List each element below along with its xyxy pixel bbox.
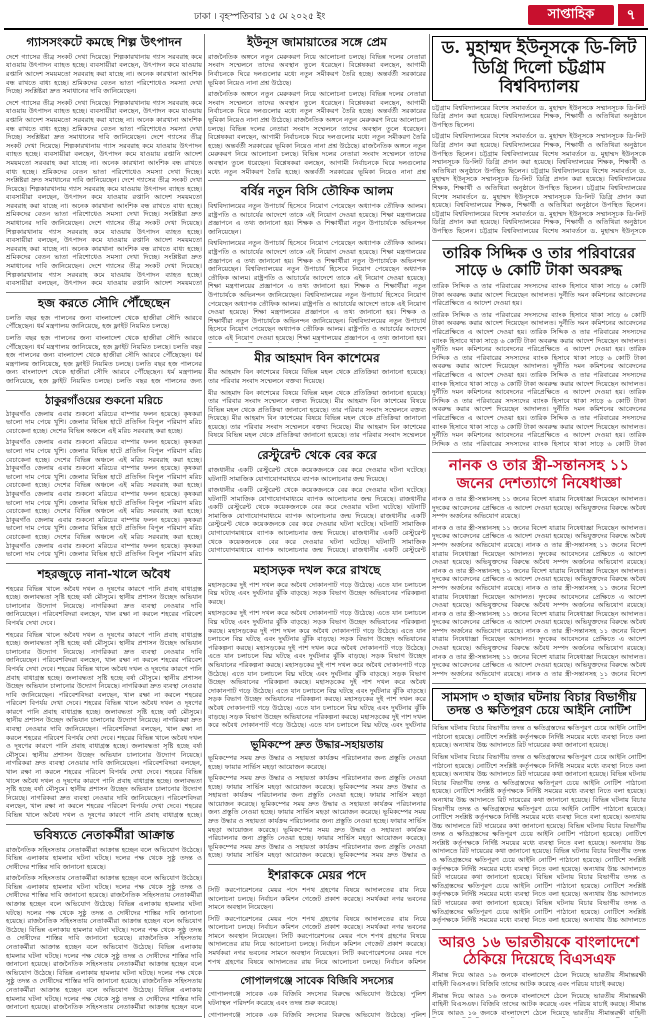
article-headline: গ্যাসসংকটে কমছে শিল্প উৎপাদন xyxy=(26,35,182,49)
column-divider xyxy=(204,34,205,1018)
article-headline: রেস্টুরেন্ট থেকে বের করে xyxy=(257,448,377,463)
article-headline: তারিক সিদ্দিক ও তার পরিবারের সাড়ে ৬ কোটি টাকা অবরুদ্ধ xyxy=(442,243,636,279)
article-headline: আরও ১৬ ভারতীয়কে বাংলাদেশে ঠেকিয়ে দিয়েছে বিএসএফ xyxy=(438,932,640,969)
article-body-continuation: তারিক সিদ্দিক ও তার পরিবারের সদস্যদের ব্যাংক হিসাবে থাকা সাড়ে ৬ কোটি টাকা অবরুদ্ধ করার আদেশ দিয়েছেন আদালত। দুর্নীতি দমন কমিশনের আবেদনের পরিপ্রেক্ষিতে এ আদেশ দেওয়া হয়। তারিক সিদ্দিক ও তার পরিবারের সদস্যদের ব্যাংক হিসাবে থাকা সাড়ে ৬ কোটি টাকা অবরুদ্ধ করার আদেশ দিয়েছেন আদালত। দুর্নীতি দমন কমিশনের আবেদনের পরিপ্রেক্ষিতে এ আদেশ দেওয়া হয়। তারিক সিদ্দিক ও তার পরিবারের সদস্যদের ব্যাংক হিসাবে থাকা সাড়ে ৬ কোটি টাকা অবরুদ্ধ করার আদেশ দিয়েছেন আদালত। দুর্নীতি দমন কমিশনের আবেদনের পরিপ্রেক্ষিতে এ আদেশ দেওয়া হয়। তারিক সিদ্দিক ও তার পরিবারের সদস্যদের ব্যাংক হিসাবে থাকা সাড়ে ৬ কোটি টাকা অবরুদ্ধ করার আদেশ দিয়েছেন আদালত। দুর্নীতি দমন কমিশনের আবেদনের পরিপ্রেক্ষিতে এ আদেশ দেওয়া হয়। তারিক সিদ্দিক ও তার পরিবারের সদস্যদের ব্যাংক হিসাবে থাকা সাড়ে ৬ কোটি টাকা অবরুদ্ধ করার আদেশ দিয়েছেন আদালত। দুর্নীতি দমন কমিশনের আবেদনের পরিপ্রেক্ষিতে এ আদেশ দেওয়া হয়। তারিক সিদ্দিক ও তার পরিবারের সদস্যদের ব্যাংক হিসাবে থাকা সাড়ে ৬ কোটি টাকা অবরুদ্ধ করার আদেশ দিয়েছেন আদালত। দুর্নীতি দমন কমিশনের আবেদনের পরিপ্রেক্ষিতে এ আদেশ দেওয়া হয়। তারিক সিদ্দিক ও তার পরিবারের সদস্যদের ব্যাংক হিসাবে থাকা সাড়ে ৬ কোটি টাকা xyxy=(432,310,646,448)
article-headline: গোপালগঞ্জে সাবেক বিজিবি সদস্যের xyxy=(240,975,394,988)
article-headline: ভূমিকম্পে দ্রুত উদ্ধার-সহায়তায় xyxy=(250,738,384,751)
article-headline: শহরজুড়ে নানা-খালে অবৈধ xyxy=(37,566,171,581)
article-separator xyxy=(6,292,202,293)
article xyxy=(208,185,426,342)
article-separator xyxy=(208,559,426,560)
article-separator xyxy=(208,347,426,348)
article xyxy=(6,297,202,386)
article-headline: হজ করতে সৌদি পৌঁছেছেন xyxy=(37,295,171,310)
article-separator xyxy=(432,683,646,684)
article-body-continuation: সীমান্ত দিয়ে আরও ১৬ জনকে বাংলাদেশে ঠেলে দিয়েছে ভারতীয় সীমান্তরক্ষী বাহিনী বিএসএফ। বিজিবি তাদের আটক করেছে এবং পরিচয় যাচাই করছে। সীমান্ত দিয়ে আরও ১৬ জনকে বাংলাদেশে ঠেলে দিয়েছে ভারতীয় সীমান্তরক্ষী বাহিনী xyxy=(432,991,646,1017)
article-headline: ইউনূস জামায়াতের সঙ্গে প্রেম xyxy=(247,35,387,49)
article xyxy=(208,449,426,555)
article-body: গোপালগঞ্জে সাবেক এক বিজিবি সদস্যের বিরুদ্ধে অভিযোগ উঠেছে। পুলিশ ঘটনাস্থল পরিদর্শন করেছে এবং তদন্ত শুরু করেছে। xyxy=(208,990,426,1007)
article-separator xyxy=(432,452,646,453)
column-left xyxy=(6,34,202,1018)
article-body: চট্টগ্রাম বিশ্ববিদ্যালয়ের বিশেষ সমাবর্তনে ড. মুহাম্মদ ইউনূসকে সম্মানসূচক ডি-লিট ডিগ্রি প্রদান করা হয়েছে। বিশ্ববিদ্যালয়ের শিক্ষক, শিক্ষার্থী ও অতিথিরা অনুষ্ঠানে উপস্থিত ছিলেন। xyxy=(432,103,646,129)
article-body: বিভিন্ন ঘটনায় বিচার বিভাগীয় তদন্ত ও ক্ষতিগ্রস্তদের ক্ষতিপূরণ চেয়ে আইনি নোটিশ পাঠানো হয়েছে। নোটিশে সংশ্লিষ্ট কর্তৃপক্ষকে নির্দিষ্ট সময়ের মধ্যে ব্যবস্থা নিতে বলা হয়েছে। অন্যথায় উচ্চ আদালতে রিট দায়েরের কথা জানানো হয়েছে। xyxy=(432,724,646,750)
article-body-continuation: রাজনৈতিক অঙ্গনে নতুন মেরুকরণ নিয়ে আলোচনা চলছে। বিভিন্ন দলের নেতারা সংবাদ সম্মেলনে তাদের অবস্থান তুলে ধরেছেন। বিশ্লেষকরা বলছেন, আগামী নির্বাচনকে ঘিরে দলগুলোর মধ্যে নতুন সমীকরণ তৈরি হচ্ছে। অন্তর্বর্তী সরকারের ভূমিকা নিয়েও নানা প্রশ্ন উঠেছে। রাজনৈতিক অঙ্গনে নতুন মেরুকরণ নিয়ে আলোচনা চলছে। বিভিন্ন দলের নেতারা সংবাদ সম্মেলনে তাদের অবস্থান তুলে ধরেছেন। বিশ্লেষকরা বলছেন, আগামী নির্বাচনকে ঘিরে দলগুলোর মধ্যে নতুন সমীকরণ তৈরি হচ্ছে। অন্তর্বর্তী সরকারের ভূমিকা নিয়েও নানা প্রশ্ন উঠেছে। রাজনৈতিক অঙ্গনে নতুন মেরুকরণ নিয়ে আলোচনা চলছে। বিভিন্ন দলের নেতারা সংবাদ সম্মেলনে তাদের অবস্থান তুলে ধরেছেন। বিশ্লেষকরা বলছেন, আগামী নির্বাচনকে ঘিরে দলগুলোর মধ্যে নতুন সমীকরণ তৈরি হচ্ছে। অন্তর্বর্তী সরকারের ভূমিকা নিয়েও নানা প্রশ্ন xyxy=(208,90,426,176)
article-separator xyxy=(6,824,202,825)
article-separator xyxy=(432,240,646,241)
article-headline: নানক ও তার স্ত্রী-সন্তানসহ ১১ জনের দেশত্যাগে নিষেধাজ্ঞা xyxy=(448,456,630,492)
article-body: বিশ্ববিদ্যালয়ের নতুন উপাচার্য হিসেবে নিয়োগ পেয়েছেন অধ্যাপক তৌফিক আলম। রাষ্ট্রপতি ও আচার্যের আদেশে তাকে এই নিয়োগ দেওয়া হয়েছে। শিক্ষা মন্ত্রণালয়ের প্রজ্ঞাপনে এ তথ্য জানানো হয়। শিক্ষক ও শিক্ষার্থীরা নতুন উপাচার্যকে অভিনন্দন জানিয়েছেন। xyxy=(208,201,426,236)
article-headline: ড. মুহাম্মদ ইউনূসকে ডি-লিট ডিগ্রি দিলো চট্টগ্রাম বিশ্ববিদ্যালয় xyxy=(432,36,646,101)
article-body-continuation: ভূমিকম্পের সময় দ্রুত উদ্ধার ও সহায়তা কার্যক্রম পরিচালনার জন্য প্রস্তুতি নেওয়া হচ্ছে। ফায়ার সার্ভিস মহড়া আয়োজন করেছে। ভূমিকম্পের সময় দ্রুত উদ্ধার ও সহায়তা কার্যক্রম পরিচালনার জন্য প্রস্তুতি নেওয়া হচ্ছে। ফায়ার সার্ভিস মহড়া আয়োজন করেছে। ভূমিকম্পের সময় দ্রুত উদ্ধার ও সহায়তা কার্যক্রম পরিচালনার জন্য প্রস্তুতি নেওয়া হচ্ছে। ফায়ার সার্ভিস মহড়া আয়োজন করেছে। ভূমিকম্পের সময় দ্রুত উদ্ধার ও সহায়তা কার্যক্রম পরিচালনার জন্য প্রস্তুতি নেওয়া হচ্ছে। ফায়ার সার্ভিস মহড়া আয়োজন করেছে। ভূমিকম্পের সময় দ্রুত উদ্ধার ও সহায়তা কার্যক্রম পরিচালনার জন্য প্রস্তুতি নেওয়া হচ্ছে। ফায়ার সার্ভিস মহড়া আয়োজন করেছে। ভূমিকম্পের সময় দ্রুত উদ্ধার ও সহায়তা কার্যক্রম পরিচালনার জন্য প্রস্তুতি নেওয়া হচ্ছে। ফায়ার সার্ভিস মহড়া আয়োজন করেছে। ভূমিকম্পের সময় দ্রুত উদ্ধার ও xyxy=(208,774,426,860)
article-separator xyxy=(208,864,426,865)
header-rule xyxy=(4,28,648,30)
article-body-continuation: বিশ্ববিদ্যালয়ের নতুন উপাচার্য হিসেবে নিয়োগ পেয়েছেন অধ্যাপক তৌফিক আলম। রাষ্ট্রপতি ও আচার্যের আদেশে তাকে এই নিয়োগ দেওয়া হয়েছে। শিক্ষা মন্ত্রণালয়ের প্রজ্ঞাপনে এ তথ্য জানানো হয়। শিক্ষক ও শিক্ষার্থীরা নতুন উপাচার্যকে অভিনন্দন জানিয়েছেন। বিশ্ববিদ্যালয়ের নতুন উপাচার্য হিসেবে নিয়োগ পেয়েছেন অধ্যাপক তৌফিক আলম। রাষ্ট্রপতি ও আচার্যের আদেশে তাকে এই নিয়োগ দেওয়া হয়েছে। শিক্ষা মন্ত্রণালয়ের প্রজ্ঞাপনে এ তথ্য জানানো হয়। শিক্ষক ও শিক্ষার্থীরা নতুন উপাচার্যকে অভিনন্দন জানিয়েছেন। বিশ্ববিদ্যালয়ের নতুন উপাচার্য হিসেবে নিয়োগ পেয়েছেন অধ্যাপক তৌফিক আলম। রাষ্ট্রপতি ও আচার্যের আদেশে তাকে এই নিয়োগ দেওয়া হয়েছে। শিক্ষা মন্ত্রণালয়ের প্রজ্ঞাপনে এ তথ্য জানানো হয়। শিক্ষক ও শিক্ষার্থীরা নতুন উপাচার্যকে অভিনন্দন জানিয়েছেন। বিশ্ববিদ্যালয়ের নতুন উপাচার্য হিসেবে নিয়োগ পেয়েছেন অধ্যাপক তৌফিক আলম। রাষ্ট্রপতি ও আচার্যের আদেশে তাকে এই নিয়োগ দেওয়া হয়েছে। শিক্ষা মন্ত্রণালয়ের প্রজ্ঞাপনে এ তথ্য জানানো হয়। xyxy=(208,239,426,342)
column-divider xyxy=(429,34,430,1018)
masthead-logo: সাপ্তাহিক xyxy=(528,5,614,25)
article-body: রাজনৈতিক সহিংসতায় নেতাকর্মীরা আক্রান্ত হচ্ছেন বলে অভিযোগ উঠেছে। বিভিন্ন এলাকায় হামলার ঘটনা ঘটছে। দলের পক্ষ থেকে সুষ্ঠু তদন্ত ও দোষীদের শাস্তির দাবি জানানো হয়েছে। xyxy=(6,845,202,871)
article-headline: বর্বির নতুন বিসি তৌফিক আলম xyxy=(240,184,394,199)
article-body: সীমান্ত দিয়ে আরও ১৬ জনকে বাংলাদেশে ঠেলে দিয়েছে ভারতীয় সীমান্তরক্ষী বাহিনী বিএসএফ। বিজিবি তাদের আটক করেছে এবং পরিচয় যাচাই করছে। xyxy=(432,971,646,989)
article-body-continuation: চট্টগ্রাম বিশ্ববিদ্যালয়ের বিশেষ সমাবর্তনে ড. মুহাম্মদ ইউনূসকে সম্মানসূচক ডি-লিট ডিগ্রি প্রদান করা হয়েছে। বিশ্ববিদ্যালয়ের শিক্ষক, শিক্ষার্থী ও অতিথিরা অনুষ্ঠানে উপস্থিত ছিলেন। চট্টগ্রাম বিশ্ববিদ্যালয়ের বিশেষ সমাবর্তনে ড. মুহাম্মদ ইউনূসকে সম্মানসূচক ডি-লিট ডিগ্রি প্রদান করা হয়েছে। বিশ্ববিদ্যালয়ের শিক্ষক, শিক্ষার্থী ও অতিথিরা অনুষ্ঠানে উপস্থিত ছিলেন। চট্টগ্রাম বিশ্ববিদ্যালয়ের বিশেষ সমাবর্তনে ড. মুহাম্মদ ইউনূসকে সম্মানসূচক ডি-লিট ডিগ্রি প্রদান করা হয়েছে। বিশ্ববিদ্যালয়ের শিক্ষক, শিক্ষার্থী ও অতিথিরা অনুষ্ঠানে উপস্থিত ছিলেন। চট্টগ্রাম বিশ্ববিদ্যালয়ের বিশেষ সমাবর্তনে ড. মুহাম্মদ ইউনূসকে সম্মানসূচক ডি-লিট ডিগ্রি প্রদান করা হয়েছে। বিশ্ববিদ্যালয়ের শিক্ষক, শিক্ষার্থী ও অতিথিরা অনুষ্ঠানে উপস্থিত ছিলেন। চট্টগ্রাম বিশ্ববিদ্যালয়ের বিশেষ সমাবর্তনে ড. মুহাম্মদ ইউনূসকে সম্মানসূচক ডি-লিট ডিগ্রি প্রদান করা হয়েছে। বিশ্ববিদ্যালয়ের শিক্ষক, শিক্ষার্থী ও অতিথিরা অনুষ্ঠানে উপস্থিত ছিলেন। চট্টগ্রাম বিশ্ববিদ্যালয়ের বিশেষ সমাবর্তনে ড. মুহাম্মদ ইউনূসকে xyxy=(432,132,646,235)
article-headline: সামসাদ ৩ হাজার ঘটনায় বিচার বিভাগীয় তদন্ত ও ক্ষতিপূরণ চেয়ে আইনি নোটিশ xyxy=(432,688,646,722)
article-body: তারিক সিদ্দিক ও তার পরিবারের সদস্যদের ব্যাংক হিসাবে থাকা সাড়ে ৬ কোটি টাকা অবরুদ্ধ করার আদেশ দিয়েছেন আদালত। দুর্নীতি দমন কমিশনের আবেদনের পরিপ্রেক্ষিতে এ আদেশ দেওয়া হয়। xyxy=(432,282,646,308)
article xyxy=(432,36,646,236)
article-body: রাজধানীর একটি রেস্টুরেন্ট থেকে কয়েকজনকে বের করে দেওয়ার ঘটনা ঘটেছে। ঘটনাটি সামাজিক যোগাযোগমাধ্যমে ব্যাপক আলোচনার জন্ম দিয়েছে। xyxy=(208,465,426,483)
article-headline: ইশরাককে মেয়র পদে xyxy=(268,868,366,883)
article xyxy=(208,352,426,441)
article-separator xyxy=(432,929,646,930)
article-body-continuation: গোপালগঞ্জে সাবেক এক বিজিবি সদস্যের বিরুদ্ধে অভিযোগ উঠেছে। পুলিশ xyxy=(208,1010,426,1018)
article xyxy=(432,934,646,1018)
article-separator xyxy=(6,1016,202,1017)
article-body-continuation: মহাসড়কের দুই পাশ দখল করে অবৈধ দোকানপাট গড়ে উঠেছে। এতে যান চলাচলে বিঘ্ন ঘটছে এবং দুর্ঘটনার ঝুঁকি বাড়ছে। সড়ক বিভাগ উচ্ছেদ অভিযানের পরিকল্পনা করছে। মহাসড়কের দুই পাশ দখল করে অবৈধ দোকানপাট গড়ে উঠেছে। এতে যান চলাচলে বিঘ্ন ঘটছে এবং দুর্ঘটনার ঝুঁকি বাড়ছে। সড়ক বিভাগ উচ্ছেদ অভিযানের পরিকল্পনা করছে। মহাসড়কের দুই পাশ দখল করে অবৈধ দোকানপাট গড়ে উঠেছে। এতে যান চলাচলে বিঘ্ন ঘটছে এবং দুর্ঘটনার ঝুঁকি বাড়ছে। সড়ক বিভাগ উচ্ছেদ অভিযানের পরিকল্পনা করছে। মহাসড়কের দুই পাশ দখল করে অবৈধ দোকানপাট গড়ে উঠেছে। এতে যান চলাচলে বিঘ্ন ঘটছে এবং দুর্ঘটনার ঝুঁকি বাড়ছে। সড়ক বিভাগ উচ্ছেদ অভিযানের পরিকল্পনা করছে। মহাসড়কের দুই পাশ দখল করে অবৈধ দোকানপাট গড়ে উঠেছে। এতে যান চলাচলে বিঘ্ন ঘটছে এবং দুর্ঘটনার ঝুঁকি বাড়ছে। সড়ক বিভাগ উচ্ছেদ অভিযানের পরিকল্পনা করছে। মহাসড়কের দুই পাশ দখল করে অবৈধ দোকানপাট গড়ে উঠেছে। এতে যান চলাচলে বিঘ্ন ঘটছে এবং দুর্ঘটনার ঝুঁকি বাড়ছে। সড়ক বিভাগ উচ্ছেদ অভিযানের পরিকল্পনা করছে। মহাসড়কের দুই পাশ দখল করে অবৈধ দোকানপাট গড়ে উঠেছে। এতে যান চলাচলে বিঘ্ন ঘটছে এবং দুর্ঘটনার xyxy=(208,609,426,730)
article xyxy=(208,975,426,1018)
article-body: ভূমিকম্পের সময় দ্রুত উদ্ধার ও সহায়তা কার্যক্রম পরিচালনার জন্য প্রস্তুতি নেওয়া হচ্ছে। ফায়ার সার্ভিস মহড়া আয়োজন করেছে। xyxy=(208,753,426,771)
article-separator xyxy=(208,734,426,735)
page-number: ৭ xyxy=(618,4,644,26)
article xyxy=(6,829,202,1012)
article-body: দেশে গ্যাসের তীব্র সংকট দেখা দিয়েছে। শিল্পকারখানায় গ্যাস সরবরাহ কমে যাওয়ায় উৎপাদন ব্যাহত হচ্ছে। ব্যবসায়ীরা বলছেন, উৎপাদন কমে যাওয়ায় রপ্তানি আদেশ সময়মতো সরবরাহ করা যাচ্ছে না। অনেক কারখানা আংশিক বন্ধ রাখতে বাধ্য হচ্ছে। শ্রমিকদের বেতন ভাতা পরিশোধেও সমস্যা দেখা দিচ্ছে। সংশ্লিষ্টরা দ্রুত সমাধানের দাবি জানিয়েছেন। xyxy=(6,52,202,96)
article-body: মীর আহমাদ বিন কাশেমের বিষয়ে বিভিন্ন মহল থেকে প্রতিক্রিয়া জানানো হয়েছে। তার পরিবার সংবাদ সম্মেলনে বক্তব্য দিয়েছে। xyxy=(208,368,426,385)
article-headline: মীর আহমাদ বিন কাশেমের xyxy=(254,350,380,365)
page-header xyxy=(4,4,648,28)
article-separator xyxy=(6,563,202,564)
article-body-continuation: নানক ও তার স্ত্রী-সন্তানসহ ১১ জনের বিদেশ যাত্রায় নিষেধাজ্ঞা দিয়েছেন আদালত। দুদকের আবেদনের প্রেক্ষিতে এ আদেশ দেওয়া হয়েছে। অভিযুক্তদের বিরুদ্ধে অবৈধ সম্পদ অর্জনের অভিযোগ রয়েছে। নানক ও তার স্ত্রী-সন্তানসহ ১১ জনের বিদেশ যাত্রায় নিষেধাজ্ঞা দিয়েছেন আদালত। দুদকের আবেদনের প্রেক্ষিতে এ আদেশ দেওয়া হয়েছে। অভিযুক্তদের বিরুদ্ধে অবৈধ সম্পদ অর্জনের অভিযোগ রয়েছে। নানক ও তার স্ত্রী-সন্তানসহ ১১ জনের বিদেশ যাত্রায় নিষেধাজ্ঞা দিয়েছেন আদালত। দুদকের আবেদনের প্রেক্ষিতে এ আদেশ দেওয়া হয়েছে। অভিযুক্তদের বিরুদ্ধে অবৈধ সম্পদ অর্জনের অভিযোগ রয়েছে। নানক ও তার স্ত্রী-সন্তানসহ ১১ জনের বিদেশ যাত্রায় নিষেধাজ্ঞা দিয়েছেন আদালত। দুদকের আবেদনের প্রেক্ষিতে এ আদেশ দেওয়া হয়েছে। অভিযুক্তদের বিরুদ্ধে অবৈধ সম্পদ অর্জনের অভিযোগ রয়েছে। নানক ও তার স্ত্রী-সন্তানসহ ১১ জনের বিদেশ যাত্রায় নিষেধাজ্ঞা দিয়েছেন আদালত। দুদকের আবেদনের প্রেক্ষিতে এ আদেশ দেওয়া হয়েছে। অভিযুক্তদের বিরুদ্ধে অবৈধ সম্পদ অর্জনের অভিযোগ রয়েছে। নানক ও তার স্ত্রী-সন্তানসহ ১১ জনের বিদেশ যাত্রায় নিষেধাজ্ঞা দিয়েছেন আদালত। দুদকের আবেদনের প্রেক্ষিতে এ আদেশ দেওয়া হয়েছে। অভিযুক্তদের বিরুদ্ধে অবৈধ সম্পদ অর্জনের অভিযোগ রয়েছে। নানক ও তার স্ত্রী-সন্তানসহ ১১ জনের বিদেশ যাত্রায় নিষেধাজ্ঞা দিয়েছেন আদালত। দুদকের আবেদনের প্রেক্ষিতে এ আদেশ দেওয়া হয়েছে। অভিযুক্তদের বিরুদ্ধে অবৈধ সম্পদ অর্জনের অভিযোগ রয়েছে। নানক ও তার স্ত্রী-সন্তানসহ ১১ জনের বিদেশ xyxy=(432,523,646,678)
article-separator xyxy=(208,444,426,445)
article xyxy=(432,245,646,449)
article xyxy=(432,457,646,678)
article-headline: মহাসড়ক দখল করে রাখছে xyxy=(253,562,381,577)
article-body-continuation: মীর আহমাদ বিন কাশেমের বিষয়ে বিভিন্ন মহল থেকে প্রতিক্রিয়া জানানো হয়েছে। তার পরিবার সংবাদ সম্মেলনে বক্তব্য দিয়েছে। মীর আহমাদ বিন কাশেমের বিষয়ে বিভিন্ন মহল থেকে প্রতিক্রিয়া জানানো হয়েছে। তার পরিবার সংবাদ সম্মেলনে বক্তব্য দিয়েছে। মীর আহমাদ বিন কাশেমের বিষয়ে বিভিন্ন মহল থেকে প্রতিক্রিয়া জানানো হয়েছে। তার পরিবার সংবাদ সম্মেলনে বক্তব্য দিয়েছে। মীর আহমাদ বিন কাশেমের বিষয়ে বিভিন্ন মহল থেকে প্রতিক্রিয়া জানানো হয়েছে। তার পরিবার সংবাদ সম্মেলনে xyxy=(208,388,426,440)
article xyxy=(208,739,426,860)
article xyxy=(208,36,426,176)
article-separator xyxy=(6,390,202,391)
article xyxy=(208,869,426,966)
article-body: ঠাকুরগাঁও জেলায় এবার শুকনো মরিচের বাম্পার ফলন হয়েছে। কৃষকরা ভালো দাম পেয়ে খুশি। জেলার বিভিন্ন হাটে প্রতিদিন বিপুল পরিমাণ মরিচ বেচাকেনা হচ্ছে। দেশের বিভিন্ন অঞ্চলে এই মরিচ সরবরাহ করা হচ্ছে। xyxy=(6,409,202,435)
article-body: নানক ও তার স্ত্রী-সন্তানসহ ১১ জনের বিদেশ যাত্রায় নিষেধাজ্ঞা দিয়েছেন আদালত। দুদকের আবেদনের প্রেক্ষিতে এ আদেশ দেওয়া হয়েছে। অভিযুক্তদের বিরুদ্ধে অবৈধ সম্পদ অর্জনের অভিযোগ রয়েছে। xyxy=(432,494,646,521)
article-body-continuation: শহরের বিভিন্ন খালে অবৈধ দখল ও দূষণের কারণে পানি প্রবাহ বাধাগ্রস্ত হচ্ছে। জলাবদ্ধতা সৃষ্টি হচ্ছে বর্ষা মৌসুমে। স্থানীয় প্রশাসন উচ্ছেদ অভিযান চালানোর উদ্যোগ নিয়েছে। নাগরিকরা দ্রুত ব্যবস্থা নেওয়ার দাবি জানিয়েছেন। পরিবেশবিদরা বলছেন, খাল রক্ষা না করলে শহরের পরিবেশ বিপর্যয় দেখা দেবে। শহরের বিভিন্ন খালে অবৈধ দখল ও দূষণের কারণে পানি প্রবাহ বাধাগ্রস্ত হচ্ছে। জলাবদ্ধতা সৃষ্টি হচ্ছে বর্ষা মৌসুমে। স্থানীয় প্রশাসন উচ্ছেদ অভিযান চালানোর উদ্যোগ নিয়েছে। নাগরিকরা দ্রুত ব্যবস্থা নেওয়ার দাবি জানিয়েছেন। পরিবেশবিদরা বলছেন, খাল রক্ষা না করলে শহরের পরিবেশ বিপর্যয় দেখা দেবে। শহরের বিভিন্ন খালে অবৈধ দখল ও দূষণের কারণে পানি প্রবাহ বাধাগ্রস্ত হচ্ছে। জলাবদ্ধতা সৃষ্টি হচ্ছে বর্ষা মৌসুমে। স্থানীয় প্রশাসন উচ্ছেদ অভিযান চালানোর উদ্যোগ নিয়েছে। নাগরিকরা দ্রুত ব্যবস্থা নেওয়ার দাবি জানিয়েছেন। পরিবেশবিদরা বলছেন, খাল রক্ষা না করলে শহরের পরিবেশ বিপর্যয় দেখা দেবে। শহরের বিভিন্ন খালে অবৈধ দখল ও দূষণের কারণে পানি প্রবাহ বাধাগ্রস্ত হচ্ছে। জলাবদ্ধতা সৃষ্টি হচ্ছে বর্ষা মৌসুমে। স্থানীয় প্রশাসন উচ্ছেদ অভিযান চালানোর উদ্যোগ নিয়েছে। নাগরিকরা দ্রুত ব্যবস্থা নেওয়ার দাবি জানিয়েছেন। পরিবেশবিদরা বলছেন, খাল রক্ষা না করলে শহরের পরিবেশ বিপর্যয় দেখা দেবে। শহরের বিভিন্ন খালে অবৈধ দখল ও দূষণের কারণে পানি প্রবাহ বাধাগ্রস্ত হচ্ছে। জলাবদ্ধতা সৃষ্টি হচ্ছে বর্ষা মৌসুমে। স্থানীয় প্রশাসন উচ্ছেদ অভিযান চালানোর উদ্যোগ নিয়েছে। নাগরিকরা দ্রুত ব্যবস্থা নেওয়ার দাবি জানিয়েছেন। পরিবেশবিদরা বলছেন, খাল রক্ষা না করলে শহরের পরিবেশ বিপর্যয় দেখা দেবে। শহরের বিভিন্ন খালে অবৈধ দখল ও দূষণের কারণে পানি প্রবাহ বাধাগ্রস্ত হচ্ছে। xyxy=(6,630,202,819)
column-right xyxy=(432,34,646,1018)
article-body: রাজনৈতিক অঙ্গনে নতুন মেরুকরণ নিয়ে আলোচনা চলছে। বিভিন্ন দলের নেতারা সংবাদ সম্মেলনে তাদের অবস্থান তুলে ধরেছেন। বিশ্লেষকরা বলছেন, আগামী নির্বাচনকে ঘিরে দলগুলোর মধ্যে নতুন সমীকরণ তৈরি হচ্ছে। অন্তর্বর্তী সরকারের ভূমিকা নিয়েও নানা প্রশ্ন উঠেছে। xyxy=(208,52,426,87)
article-body-continuation: বিভিন্ন ঘটনায় বিচার বিভাগীয় তদন্ত ও ক্ষতিগ্রস্তদের ক্ষতিপূরণ চেয়ে আইনি নোটিশ পাঠানো হয়েছে। নোটিশে সংশ্লিষ্ট কর্তৃপক্ষকে নির্দিষ্ট সময়ের মধ্যে ব্যবস্থা নিতে বলা হয়েছে। অন্যথায় উচ্চ আদালতে রিট দায়েরের কথা জানানো হয়েছে। বিভিন্ন ঘটনায় বিচার বিভাগীয় তদন্ত ও ক্ষতিগ্রস্তদের ক্ষতিপূরণ চেয়ে আইনি নোটিশ পাঠানো হয়েছে। নোটিশে সংশ্লিষ্ট কর্তৃপক্ষকে নির্দিষ্ট সময়ের মধ্যে ব্যবস্থা নিতে বলা হয়েছে। অন্যথায় উচ্চ আদালতে রিট দায়েরের কথা জানানো হয়েছে। বিভিন্ন ঘটনায় বিচার বিভাগীয় তদন্ত ও ক্ষতিগ্রস্তদের ক্ষতিপূরণ চেয়ে আইনি নোটিশ পাঠানো হয়েছে। নোটিশে সংশ্লিষ্ট কর্তৃপক্ষকে নির্দিষ্ট সময়ের মধ্যে ব্যবস্থা নিতে বলা হয়েছে। অন্যথায় উচ্চ আদালতে রিট দায়েরের কথা জানানো হয়েছে। বিভিন্ন ঘটনায় বিচার বিভাগীয় তদন্ত ও ক্ষতিগ্রস্তদের ক্ষতিপূরণ চেয়ে আইনি নোটিশ পাঠানো হয়েছে। নোটিশে সংশ্লিষ্ট কর্তৃপক্ষকে নির্দিষ্ট সময়ের মধ্যে ব্যবস্থা নিতে বলা হয়েছে। অন্যথায় উচ্চ আদালতে রিট দায়েরের কথা জানানো হয়েছে। বিভিন্ন ঘটনায় বিচার বিভাগীয় তদন্ত ও ক্ষতিগ্রস্তদের ক্ষতিপূরণ চেয়ে আইনি নোটিশ পাঠানো হয়েছে। নোটিশে সংশ্লিষ্ট কর্তৃপক্ষকে নির্দিষ্ট সময়ের মধ্যে ব্যবস্থা নিতে বলা হয়েছে। অন্যথায় উচ্চ আদালতে রিট দায়েরের কথা জানানো হয়েছে। বিভিন্ন ঘটনায় বিচার বিভাগীয় তদন্ত ও ক্ষতিগ্রস্তদের ক্ষতিপূরণ চেয়ে আইনি নোটিশ পাঠানো হয়েছে। নোটিশে সংশ্লিষ্ট কর্তৃপক্ষকে নির্দিষ্ট সময়ের মধ্যে ব্যবস্থা নিতে বলা হয়েছে। অন্যথায় উচ্চ আদালতে রিট দায়েরের কথা জানানো হয়েছে। বিভিন্ন ঘটনায় বিচার বিভাগীয় তদন্ত ও ক্ষতিগ্রস্তদের ক্ষতিপূরণ চেয়ে আইনি নোটিশ পাঠানো হয়েছে। নোটিশে সংশ্লিষ্ট কর্তৃপক্ষকে নির্দিষ্ট সময়ের মধ্যে ব্যবস্থা নিতে বলা হয়েছে। অন্যথায় উচ্চ আদালতে xyxy=(432,752,646,925)
article-body-continuation: ঠাকুরগাঁও জেলায় এবার শুকনো মরিচের বাম্পার ফলন হয়েছে। কৃষকরা ভালো দাম পেয়ে খুশি। জেলার বিভিন্ন হাটে প্রতিদিন বিপুল পরিমাণ মরিচ বেচাকেনা হচ্ছে। দেশের বিভিন্ন অঞ্চলে এই মরিচ সরবরাহ করা হচ্ছে। ঠাকুরগাঁও জেলায় এবার শুকনো মরিচের বাম্পার ফলন হয়েছে। কৃষকরা ভালো দাম পেয়ে খুশি। জেলার বিভিন্ন হাটে প্রতিদিন বিপুল পরিমাণ মরিচ বেচাকেনা হচ্ছে। দেশের বিভিন্ন অঞ্চলে এই মরিচ সরবরাহ করা হচ্ছে। ঠাকুরগাঁও জেলায় এবার শুকনো মরিচের বাম্পার ফলন হয়েছে। কৃষকরা ভালো দাম পেয়ে খুশি। জেলার বিভিন্ন হাটে প্রতিদিন বিপুল পরিমাণ মরিচ বেচাকেনা হচ্ছে। দেশের বিভিন্ন অঞ্চলে এই মরিচ সরবরাহ করা হচ্ছে। ঠাকুরগাঁও জেলায় এবার শুকনো মরিচের বাম্পার ফলন হয়েছে। কৃষকরা ভালো দাম পেয়ে খুশি। জেলার বিভিন্ন হাটে প্রতিদিন বিপুল পরিমাণ মরিচ বেচাকেনা হচ্ছে। দেশের বিভিন্ন অঞ্চলে এই মরিচ সরবরাহ করা হচ্ছে। ঠাকুরগাঁও জেলায় এবার শুকনো মরিচের বাম্পার ফলন হয়েছে। কৃষকরা ভালো দাম পেয়ে খুশি। জেলার বিভিন্ন হাটে প্রতিদিন বিপুল পরিমাণ মরিচ xyxy=(6,438,202,559)
column-middle xyxy=(208,34,426,1018)
article xyxy=(208,564,426,730)
article xyxy=(6,568,202,820)
article-body-continuation: দেশে গ্যাসের তীব্র সংকট দেখা দিয়েছে। শিল্পকারখানায় গ্যাস সরবরাহ কমে যাওয়ায় উৎপাদন ব্যাহত হচ্ছে। ব্যবসায়ীরা বলছেন, উৎপাদন কমে যাওয়ায় রপ্তানি আদেশ সময়মতো সরবরাহ করা যাচ্ছে না। অনেক কারখানা আংশিক বন্ধ রাখতে বাধ্য হচ্ছে। শ্রমিকদের বেতন ভাতা পরিশোধেও সমস্যা দেখা দিচ্ছে। সংশ্লিষ্টরা দ্রুত সমাধানের দাবি জানিয়েছেন। দেশে গ্যাসের তীব্র সংকট দেখা দিয়েছে। শিল্পকারখানায় গ্যাস সরবরাহ কমে যাওয়ায় উৎপাদন ব্যাহত হচ্ছে। ব্যবসায়ীরা বলছেন, উৎপাদন কমে যাওয়ায় রপ্তানি আদেশ সময়মতো সরবরাহ করা যাচ্ছে না। অনেক কারখানা আংশিক বন্ধ রাখতে বাধ্য হচ্ছে। শ্রমিকদের বেতন ভাতা পরিশোধেও সমস্যা দেখা দিচ্ছে। সংশ্লিষ্টরা দ্রুত সমাধানের দাবি জানিয়েছেন। দেশে গ্যাসের তীব্র সংকট দেখা দিয়েছে। শিল্পকারখানায় গ্যাস সরবরাহ কমে যাওয়ায় উৎপাদন ব্যাহত হচ্ছে। ব্যবসায়ীরা বলছেন, উৎপাদন কমে যাওয়ায় রপ্তানি আদেশ সময়মতো সরবরাহ করা যাচ্ছে না। অনেক কারখানা আংশিক বন্ধ রাখতে বাধ্য হচ্ছে। শ্রমিকদের বেতন ভাতা পরিশোধেও সমস্যা দেখা দিচ্ছে। সংশ্লিষ্টরা দ্রুত সমাধানের দাবি জানিয়েছেন। দেশে গ্যাসের তীব্র সংকট দেখা দিয়েছে। শিল্পকারখানায় গ্যাস সরবরাহ কমে যাওয়ায় উৎপাদন ব্যাহত হচ্ছে। ব্যবসায়ীরা বলছেন, উৎপাদন কমে যাওয়ায় রপ্তানি আদেশ সময়মতো সরবরাহ করা যাচ্ছে না। অনেক কারখানা আংশিক বন্ধ রাখতে বাধ্য হচ্ছে। শ্রমিকদের বেতন ভাতা পরিশোধেও সমস্যা দেখা দিচ্ছে। সংশ্লিষ্টরা দ্রুত সমাধানের দাবি জানিয়েছেন। দেশে গ্যাসের তীব্র সংকট দেখা দিয়েছে। শিল্পকারখানায় গ্যাস সরবরাহ কমে যাওয়ায় উৎপাদন ব্যাহত হচ্ছে। ব্যবসায়ীরা বলছেন, উৎপাদন কমে যাওয়ায় রপ্তানি আদেশ সময়মতো xyxy=(6,98,202,288)
article xyxy=(432,688,646,925)
article-headline: ঠাকুরগাঁওয়ের শুকনো মরিচে xyxy=(45,394,163,407)
article-headline: ভবিষ্যতে নেতাকর্মীরা আক্রান্ত xyxy=(33,827,175,842)
issue-date: ঢাকা । বৃহস্পতিবার ১৫ মে ২০২৫ ইং xyxy=(194,12,326,22)
article-body-continuation: রাজধানীর একটি রেস্টুরেন্ট থেকে কয়েকজনকে বের করে দেওয়ার ঘটনা ঘটেছে। ঘটনাটি সামাজিক যোগাযোগমাধ্যমে ব্যাপক আলোচনার জন্ম দিয়েছে। রাজধানীর একটি রেস্টুরেন্ট থেকে কয়েকজনকে বের করে দেওয়ার ঘটনা ঘটেছে। ঘটনাটি সামাজিক যোগাযোগমাধ্যমে ব্যাপক আলোচনার জন্ম দিয়েছে। রাজধানীর একটি রেস্টুরেন্ট থেকে কয়েকজনকে বের করে দেওয়ার ঘটনা ঘটেছে। ঘটনাটি সামাজিক যোগাযোগমাধ্যমে ব্যাপক আলোচনার জন্ম দিয়েছে। রাজধানীর একটি রেস্টুরেন্ট থেকে কয়েকজনকে বের করে দেওয়ার ঘটনা ঘটেছে। ঘটনাটি সামাজিক যোগাযোগমাধ্যমে ব্যাপক আলোচনার জন্ম দিয়েছে। রাজধানীর একটি রেস্টুরেন্ট xyxy=(208,486,426,555)
article-separator xyxy=(208,970,426,971)
article xyxy=(6,36,202,288)
article xyxy=(6,395,202,559)
article-body: মহাসড়কের দুই পাশ দখল করে অবৈধ দোকানপাট গড়ে উঠেছে। এতে যান চলাচলে বিঘ্ন ঘটছে এবং দুর্ঘটনার ঝুঁকি বাড়ছে। সড়ক বিভাগ উচ্ছেদ অভিযানের পরিকল্পনা করছে। xyxy=(208,580,426,606)
article-body-continuation: রাজনৈতিক সহিংসতায় নেতাকর্মীরা আক্রান্ত হচ্ছেন বলে অভিযোগ উঠেছে। বিভিন্ন এলাকায় হামলার ঘটনা ঘটছে। দলের পক্ষ থেকে সুষ্ঠু তদন্ত ও দোষীদের শাস্তির দাবি জানানো হয়েছে। রাজনৈতিক সহিংসতায় নেতাকর্মীরা আক্রান্ত হচ্ছেন বলে অভিযোগ উঠেছে। বিভিন্ন এলাকায় হামলার ঘটনা ঘটছে। দলের পক্ষ থেকে সুষ্ঠু তদন্ত ও দোষীদের শাস্তির দাবি জানানো হয়েছে। রাজনৈতিক সহিংসতায় নেতাকর্মীরা আক্রান্ত হচ্ছেন বলে অভিযোগ উঠেছে। বিভিন্ন এলাকায় হামলার ঘটনা ঘটছে। দলের পক্ষ থেকে সুষ্ঠু তদন্ত ও দোষীদের শাস্তির দাবি জানানো হয়েছে। রাজনৈতিক সহিংসতায় নেতাকর্মীরা আক্রান্ত হচ্ছেন বলে অভিযোগ উঠেছে। বিভিন্ন এলাকায় হামলার ঘটনা ঘটছে। দলের পক্ষ থেকে সুষ্ঠু তদন্ত ও দোষীদের শাস্তির দাবি জানানো হয়েছে। রাজনৈতিক সহিংসতায় নেতাকর্মীরা আক্রান্ত হচ্ছেন বলে অভিযোগ উঠেছে। বিভিন্ন এলাকায় হামলার ঘটনা ঘটছে। দলের পক্ষ থেকে সুষ্ঠু তদন্ত ও দোষীদের শাস্তির দাবি জানানো হয়েছে। রাজনৈতিক সহিংসতায় নেতাকর্মীরা আক্রান্ত হচ্ছেন বলে অভিযোগ উঠেছে। বিভিন্ন এলাকায় হামলার ঘটনা ঘটছে। দলের পক্ষ থেকে সুষ্ঠু তদন্ত ও দোষীদের শাস্তির দাবি জানানো হয়েছে। রাজনৈতিক সহিংসতায় নেতাকর্মীরা আক্রান্ত হচ্ছেন বলে xyxy=(6,874,202,1012)
article-body-continuation: সিটি করপোরেশনের মেয়র পদে শপথ গ্রহণের বিষয়ে আদালতের রায় নিয়ে আলোচনা চলছে। নির্বাচন কমিশন গেজেট প্রকাশ করেছে। সমর্থকরা নগর ভবনের সামনে অবস্থান নিয়েছেন। সিটি করপোরেশনের মেয়র পদে শপথ গ্রহণের বিষয়ে আদালতের রায় নিয়ে আলোচনা চলছে। নির্বাচন কমিশন গেজেট প্রকাশ করেছে। সমর্থকরা নগর ভবনের সামনে অবস্থান নিয়েছেন। সিটি করপোরেশনের মেয়র পদে শপথ গ্রহণের বিষয়ে আদালতের রায় নিয়ে আলোচনা চলছে। নির্বাচন কমিশন xyxy=(208,914,426,966)
article-body: শহরের বিভিন্ন খালে অবৈধ দখল ও দূষণের কারণে পানি প্রবাহ বাধাগ্রস্ত হচ্ছে। জলাবদ্ধতা সৃষ্টি হচ্ছে বর্ষা মৌসুমে। স্থানীয় প্রশাসন উচ্ছেদ অভিযান চালানোর উদ্যোগ নিয়েছে। নাগরিকরা দ্রুত ব্যবস্থা নেওয়ার দাবি জানিয়েছেন। পরিবেশবিদরা বলছেন, খাল রক্ষা না করলে শহরের পরিবেশ বিপর্যয় দেখা দেবে। xyxy=(6,584,202,627)
article-body: চলতি বছর হজ পালনের জন্য বাংলাদেশ থেকে হাজীরা সৌদি আরবে পৌঁছেছেন। ধর্ম মন্ত্রণালয় জানিয়েছে, হজ ফ্লাইট নিয়মিত চলছে। xyxy=(6,313,202,331)
article-separator xyxy=(208,180,426,181)
article-body-continuation: চলতি বছর হজ পালনের জন্য বাংলাদেশ থেকে হাজীরা সৌদি আরবে পৌঁছেছেন। ধর্ম মন্ত্রণালয় জানিয়েছে, হজ ফ্লাইট নিয়মিত চলছে। চলতি বছর হজ পালনের জন্য বাংলাদেশ থেকে হাজীরা সৌদি আরবে পৌঁছেছেন। ধর্ম মন্ত্রণালয় জানিয়েছে, হজ ফ্লাইট নিয়মিত চলছে। চলতি বছর হজ পালনের জন্য বাংলাদেশ থেকে হাজীরা সৌদি আরবে পৌঁছেছেন। ধর্ম মন্ত্রণালয় জানিয়েছে, হজ ফ্লাইট নিয়মিত চলছে। চলতি বছর হজ পালনের জন্য xyxy=(6,333,202,385)
article-body: সিটি করপোরেশনের মেয়র পদে শপথ গ্রহণের বিষয়ে আদালতের রায় নিয়ে আলোচনা চলছে। নির্বাচন কমিশন গেজেট প্রকাশ করেছে। সমর্থকরা নগর ভবনের সামনে অবস্থান নিয়েছেন। xyxy=(208,885,426,912)
